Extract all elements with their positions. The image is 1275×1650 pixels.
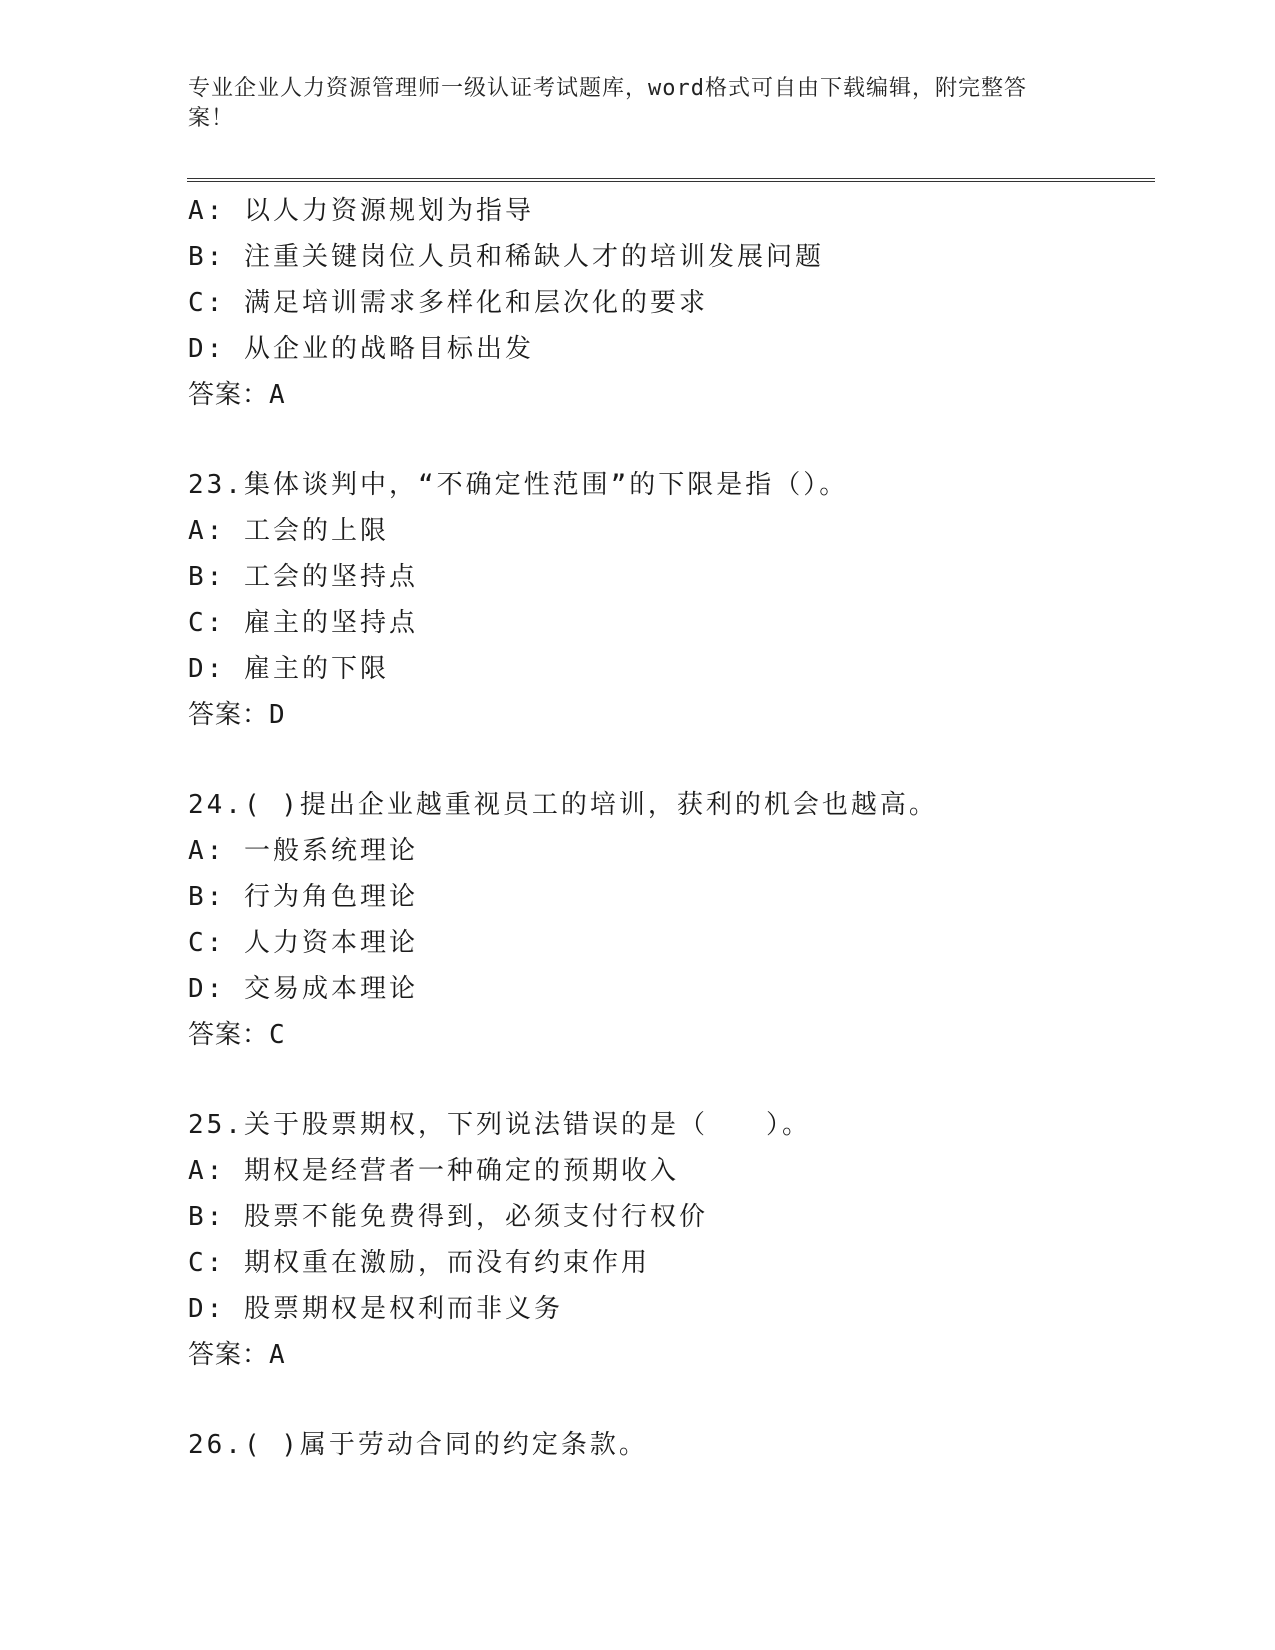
answer-value: C: [269, 1020, 286, 1050]
answer-label: 答案：: [188, 1340, 270, 1370]
header-double-rule: [187, 178, 1155, 182]
question-stem: 24.( )提出企业越重视员工的培训，获利的机会也越高。: [188, 790, 938, 820]
spacer: [188, 1058, 1148, 1102]
answer-value: A: [269, 380, 286, 410]
answer-line: [188, 1332, 1148, 1378]
question-list: [188, 188, 1148, 1468]
option-a: A: 期权是经营者一种确定的预期收入: [188, 1156, 679, 1186]
option-c: C: 满足培训需求多样化和层次化的要求: [188, 288, 708, 318]
option-c: C: 雇主的坚持点: [188, 608, 418, 638]
answer-label: 答案：: [188, 700, 270, 730]
question-24: [188, 782, 1148, 1058]
option-b: B: 股票不能免费得到，必须支付行权价: [188, 1202, 708, 1232]
option-c: C: 人力资本理论: [188, 928, 418, 958]
spacer: [188, 418, 1148, 462]
spacer: [188, 1378, 1148, 1422]
option-d: D: 雇主的下限: [188, 654, 389, 684]
option-a: A: 一般系统理论: [188, 836, 418, 866]
answer-value: D: [269, 700, 286, 730]
spacer: [188, 738, 1148, 782]
question-stem: 23.集体谈判中，“不确定性范围”的下限是指（）。: [188, 470, 849, 500]
question-23: [188, 462, 1148, 738]
answer-value: A: [269, 1340, 286, 1370]
page-header: 专业企业人力资源管理师一级认证考试题库，word格式可自由下载编辑，附完整答案！: [188, 76, 1027, 131]
option-d: D: 从企业的战略目标出发: [188, 334, 534, 364]
option-b: B: 行为角色理论: [188, 882, 418, 912]
answer-line: [188, 372, 1148, 418]
option-a: A: 以人力资源规划为指导: [188, 196, 534, 226]
question-26: [188, 1422, 1148, 1468]
option-b: B: 注重关键岗位人员和稀缺人才的培训发展问题: [188, 242, 824, 272]
option-b: B: 工会的坚持点: [188, 562, 418, 592]
answer-label: 答案：: [188, 1020, 270, 1050]
option-c: C: 期权重在激励，而没有约束作用: [188, 1248, 650, 1278]
answer-label: 答案：: [188, 380, 270, 410]
question-stem: 26.( )属于劳动合同的约定条款。: [188, 1430, 648, 1460]
question-25: [188, 1102, 1148, 1378]
option-d: D: 交易成本理论: [188, 974, 418, 1004]
answer-line: [188, 1012, 1148, 1058]
answer-line: [188, 692, 1148, 738]
question-stem: 25.关于股票期权，下列说法错误的是（ ）。: [188, 1110, 811, 1140]
question-22: [188, 188, 1148, 418]
option-d: D: 股票期权是权利而非义务: [188, 1294, 563, 1324]
option-a: A: 工会的上限: [188, 516, 389, 546]
